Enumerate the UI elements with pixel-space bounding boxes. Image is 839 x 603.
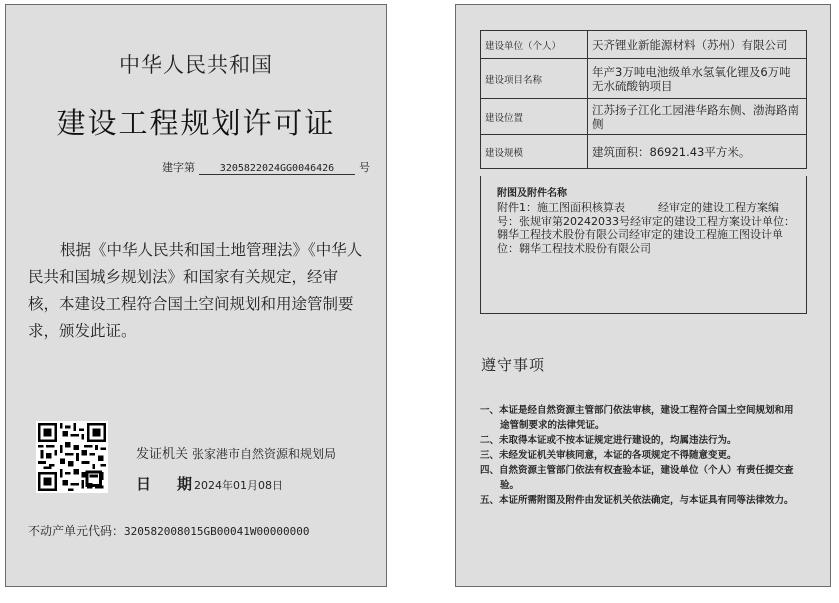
row-key: 建设单位（个人）	[481, 31, 588, 59]
rules-list	[480, 403, 800, 508]
date-label-second: 期	[177, 475, 193, 493]
table-row	[481, 59, 807, 99]
property-unit-code	[28, 522, 309, 539]
certificate-title: 建设工程规划许可证	[56, 106, 336, 140]
certificate-number-line	[162, 159, 370, 175]
row-key: 建设位置	[481, 99, 588, 135]
attachments-box	[480, 176, 807, 314]
certificate-back-page	[455, 4, 831, 587]
row-value: 江苏扬子江化工园港华路东侧、渤海路南侧	[588, 99, 807, 135]
project-info-table	[480, 30, 807, 169]
issuer-value: 张家港市自然资源和规划局	[192, 447, 337, 461]
issuer-label: 发证机关	[136, 447, 189, 462]
list-item: 五、本证所需附图及附件由发证机关依法确定，与本证具有同等法律效力。	[480, 495, 794, 506]
country-heading: 中华人民共和国	[119, 53, 273, 77]
rules-title: 遵守事项	[481, 356, 546, 374]
date-label-first: 日	[136, 475, 152, 493]
unit-code-value: 320582008015GB00041W00000000	[124, 525, 310, 538]
row-value: 天齐锂业新能源材料（苏州）有限公司	[588, 31, 807, 59]
list-item: 一、本证是经自然资源主管部门依法审核，建设工程符合国土空间规划和用途管制要求的法律凭证。	[480, 405, 794, 431]
unit-code-label: 不动产单元代码：	[28, 524, 125, 538]
list-item: 二、未取得本证或不按本证规定进行建设的，均属违法行为。	[480, 435, 737, 446]
row-value: 建筑面积：86921.43平方米。	[588, 135, 807, 169]
issuing-authority	[136, 443, 336, 462]
date-value: 2024年01月08日	[194, 479, 284, 492]
issue-date	[136, 473, 283, 494]
attachments-title: 附图及附件名称	[497, 188, 567, 199]
certificate-front-page	[5, 4, 387, 587]
qr-code-icon	[36, 421, 108, 493]
cert-prefix: 建字第	[162, 161, 195, 174]
certificate-statement: 根据《中华人民共和国土地管理法》《中华人民共和国城乡规划法》和国家有关规定，经审核，本建设工程符合国土空间规划和用途管制要求，颁发此证。	[28, 241, 363, 340]
list-item: 三、未经发证机关审核同意，本证的各项规定不得随意变更。	[480, 450, 737, 461]
table-row	[481, 135, 807, 169]
row-key: 建设项目名称	[481, 59, 588, 99]
certificate-number: 3205822024GG0046426	[199, 163, 355, 175]
row-value: 年产3万吨电池级单水氢氧化锂及6万吨无水硫酸钠项目	[588, 59, 807, 99]
table-row	[481, 99, 807, 135]
list-item: 四、自然资源主管部门依法有权查验本证，建设单位（个人）有责任提交查验。	[480, 465, 794, 491]
table-row	[481, 31, 807, 59]
cert-suffix: 号	[359, 161, 370, 174]
row-key: 建设规模	[481, 135, 588, 169]
attachments-text: 附件1：施工图面积核算表 经审定的建设工程方案编号：张规审第20242033号经审定的建设工程方案设计单位：翱华工程技术股份有限公司经审定的建设工程施工图设计单位：翱华工程技术股份有限公司	[497, 201, 795, 255]
